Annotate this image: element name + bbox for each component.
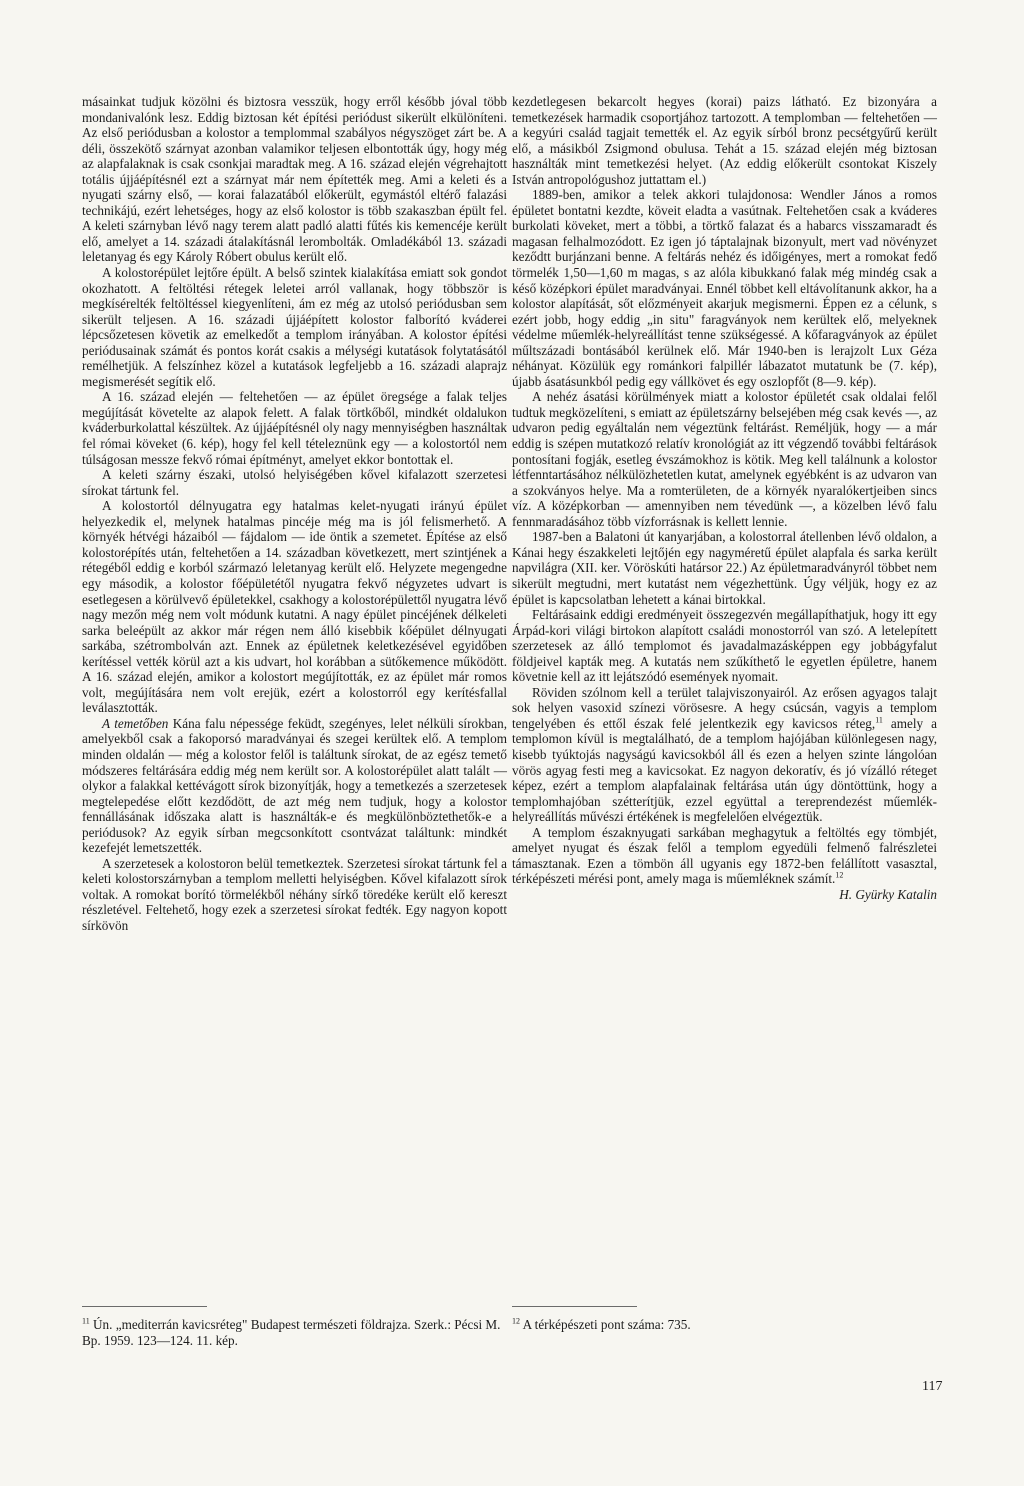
paragraph-temeto — [82, 716, 507, 856]
footnote-12 — [512, 1317, 932, 1333]
paragraph-text: Röviden szólnom kell a terület talajviszonyairól. Az erősen agyagos talajt sok helyen vasoxid színezi vörösesre. A hegy csúcsán, vagyis a templom tengelyében és ettől észak felé jelentkezik egy kavicsos réteg, — [512, 684, 937, 731]
paragraph: másainkat tudjuk közölni és biztosra vesszük, hogy erről később jóval több mondanivalónk lesz. Eddig biztosan két építési periódust sikerült elkülöníteni. Az első periódusban a kolostor a templommal szabályos négyszöget zárt be. A déli, összekötő szárnyat azonban valamikor teljesen elbontották úgy, hogy még az alapfalaknak is csak csonkjai maradtak meg. A 16. század elején végrehajtott totális újjáépítésnél ezt a szárnyat már nem építették meg. Ami a keleti és a nyugati szárny első, — korai falazatából előkerült, egymástól eltérő falazási technikájú, ezért lehetséges, hogy az első kolostor is több szakaszban épült fel. A keleti szárnyban lévő nagy terem alatt padló alatti fűtés kis kemencéje került elő, amelyet a 14. századi átalakításnál lerombolták. Omladékából 13. századi leletanyag és egy Károly Róbert obulus került elő. — [82, 94, 507, 265]
author-signature: H. Gyürky Katalin — [839, 886, 937, 902]
paragraph-with-footnote — [512, 825, 937, 887]
paragraph: A nehéz ásatási körülmények miatt a kolostor épületét csak oldalai felől tudtuk megközelíteni, s emiatt az épületszárny belsejében még csak kevés —, az udvaron pedig egyáltalán nem végeztünk feltárást. Reméljük, hogy — a már eddig is szépen mutatkozó relatív kronológiát az itt végzendő további feltárások pontosítani fogják, esetleg évszámokhoz is kötik. Meg kell találnunk a kolostor létfenntartásához nélkülözhetetlen kutat, amelynek egyébként is az udvaron van a szokványos helye. Ma a romterületen, de a környék nyaralókertjeiben sincs víz. A középkorban — amennyiben nem tévedünk —, a közelben lévő falu fennmaradásához több vízforrásnak is kellett lennie. — [512, 389, 937, 529]
temeto-lead: A temetőben — [102, 715, 169, 731]
footnote-ref: 11 — [875, 715, 883, 725]
footnote-number: 12 — [512, 1316, 520, 1326]
footnote-divider — [512, 1306, 637, 1307]
paragraph: A szerzetesek a kolostoron belül temetkeztek. Szerzetesi sírokat tártunk fel a keleti kolostorszárnyban a templom melletti helyiségben. Kővel kifalazott sírok voltak. A romokat borító törmelékből néhány sírkő töredéke került elő kereszt részletével. Feltehető, hogy ezek a szerzetesi sírokat fedték. Egy nagyon kopott sírkövön — [82, 855, 507, 933]
footnote-text: A térképészeti pont száma: 735. — [522, 1317, 691, 1332]
footnote-ref: 12 — [835, 870, 844, 880]
paragraph: 1987-ben a Balatoni út kanyarjában, a kolostorral átellenben lévő oldalon, a Kánai hegy északkeleti lejtőjén egy nagyméretű épület alapfala és sarka került napvilágra (XII. ker. Vöröskúti határsor 22.) Az épületmaradványról többet nem sikerült megtudni, mert kutatást nem végezhettünk. Úgy véljük, hogy ez az épület is kapcsolatban lehetett a kánai birtokkal. — [512, 529, 937, 607]
paragraph-text: A templom északnyugati sarkában meghagytuk a feltöltés egy tömbjét, amelyet nyugat és észak felől a templom egyedüli felmenő falrészletei támasztanak. Ezen a tömbön áll ugyanis egy 1872-ben felállított vasasztal, térképészeti mérési pont, amely maga is műemléknek számít. — [512, 824, 937, 887]
paragraph: Feltárásaink eddigi eredményeit összegezvén megállapíthatjuk, hogy itt egy Árpád-kori világi birtokon alapított családi monostorról van szó. A letelepített szerzetesek az álló templomot és javadalmazásképpen egy jobbágyfalut földjeivel kapták meg. A kutatás nem szűkíthető le egyetlen épületre, hanem követnie kell az itt lejátszódó események nyomait. — [512, 607, 937, 685]
footnote-number: 11 — [82, 1316, 90, 1326]
paragraph: A 16. század elején — feltehetően — az épület öregsége a falak teljes megújítását követelte az alapok felett. A falak törtkőből, mindkét oldalukon kváderburkolattal készültek. Az újjáépítésnél oly nagy mennyiségben használtak fel római köveket (6. kép), hogy fel kell tételeznünk egy — a kolostortól nem túlságosan messze fekvő római építményt, amelyet ekkor bontottak el. — [82, 389, 507, 467]
paragraph: A keleti szárny északi, utolsó helyiségében kővel kifalazott szerzetesi sírokat tártunk fel. — [82, 467, 507, 498]
footnote-divider — [82, 1306, 207, 1307]
paragraph: kezdetlegesen bekarcolt hegyes (korai) paizs látható. Ez bizonyára a temetkezések harmadik csoportjához tartozott. A templomban — feltehetően — a kegyúri család tagjait temették el. Az egyik sírból bronz pecsétgyűrű került elő, a másikból Zsigmond obulusa. Tehát a 15. század elején még biztosan használták mint temetkezési helyet. (Az eddig előkerült csontokat Kiszely István antropológushoz juttattam el.) — [512, 94, 937, 187]
left-text-column — [82, 94, 507, 934]
page-number: 117 — [922, 1379, 943, 1394]
footnote-11 — [82, 1317, 502, 1349]
footnote-text: Ún. „mediterrán kavicsréteg" Budapest természeti földrajza. Szerk.: Pécsi M. Bp. 1959. 123—124. 11. kép. — [82, 1317, 501, 1348]
paragraph: A kolostorépület lejtőre épült. A belső szintek kialakítása emiatt sok gondot okozhatott. A feltöltési rétegek leletei arról vallanak, hogy többször is megkísérelték feltöltéssel kiegyenlíteni, ám ez még az utolsó periódusban sem sikerült teljesen. A 16. századi újjáépített kolostor falborító kváderei lépcsőzetesen követik az emelkedőt a templom irányában. A kolostor építési periódusainak számát és pontos korát csakis a mélységi kutatások folytatásától remélhetjük. A felszínhez közel a kutatások legfeljebb a 16. századi alaprajz megismerését segítik elő. — [82, 265, 507, 389]
right-text-column — [512, 94, 937, 902]
paragraph-with-footnote — [512, 685, 937, 825]
paragraph: A kolostortól délnyugatra egy hatalmas kelet-nyugati irányú épület helyezkedik el, melynek hatalmas pincéje még ma is jól felismerhető. A környék hétvégi házaiból — fájdalom — ide öntik a szemetet. Építése az első kolostorépítés után, feltehetően a 14. században következett, mert szintjének a rétegéből eddig e korból származó leletanyag került elő. Helyzete megengedne egy második, a kolostor főépületétől nyugatra fekvő négyzetes udvart is esetlegesen a körülvevő épületekkel, csakhogy a kolostorépülettől nyugatra lévő nagy mezőn még nem volt módunk kutatni. A nagy épület pincéjének délkeleti sarka beleépült az akkor már régen nem álló kisebbik kőépület délnyugati sarkába, szétrombolván azt. Ennek az épületnek keletkezésével egyidőben kerítéssel vették körül azt a kis udvart, hol korábban a sütőkemence működött. A 16. század elején, amikor a kolostort megújították, ez az épület már romos volt, megújítására nem volt erejük, ezért a kolostorról egy kerítésfallal leválasztották. — [82, 498, 507, 716]
paragraph: 1889-ben, amikor a telek akkori tulajdonosa: Wendler János a romos épületet bontatni kezdte, köveit eladta a vasútnak. Feltehetően csak a kváderes burkolati köveket, mert a többi, a törtkő falazat és a habarcs visszamaradt és magasan felhalmozódott. Ez igen jó táptalajnak bizonyult, mert vad növényzet keződtt burjánzani benne. A feltárás nehéz és időigényes, mert a romokat fedő törmelék 1,50—1,60 m magas, s az alóla kibukkanó falak még mindég csak a késő középkori épület maradványai. Ennél többet kell eltávolítanunk akkor, ha a kolostor alapítását, sőt előzményeit akarjuk megismerni. Éppen ez a célunk, s ezért jobb, hogy eddig „in situ" faragványok nem kerültek elő, melyeknek védelme műemlék-helyreállítást tenne szükségessé. A kőfaragványok az épület műltszázadi bontásából kerülnek elő. Már 1940-ben is lerajzolt Lux Géza néhányat. Közülük egy románkori falpillér lábazatot mutatunk be (7. kép), újabb ásatásunkból pedig egy vállkövet és egy oszlopfőt (8—9. kép). — [512, 187, 937, 389]
paragraph-text: Kána falu népessége feküdt, szegényes, lelet nélküli sírokban, amelyekből csak a fakoporsó maradványai és szegei kerültek elő. A templom minden oldalán — még a kolostor felől is találtunk sírokat, de az egész temető módszeres feltárására eddig még nem került sor. A kolostorépület alatt talált — olykor a falakkal kettévágott sírok bizonyítják, hogy a temetkezés a szerzetesek megtelepedése előtt kezdődött, de azt még nem tudjuk, hogy a kolostor fennállásának időszaka alatt is használták-e és megkülönböztethetők-e a periódusok? Az egyik sírban megcsonkított csontvázat találtunk: mindkét kezefejét lemetszették. — [82, 715, 507, 856]
paragraph-text: amely a templomon kívül is megtalálható, de a templom hajójában különlegesen nagy, kisebb tyúktojás nagyságú kavicsokból áll és ezen a helyen szinte lángolóan vörös agyag festi meg a kavicsokat. Ez nagyon dekoratív, és jó vízálló réteget képez, ezért a templom alapfalainak feltárása után úgy döntöttünk, hogy a templomhajóban szétterítjük, ezzel együttal a tereprendezést műemlék-helyreállítás művészi értékének is megfelelően elvégeztük. — [512, 715, 938, 825]
